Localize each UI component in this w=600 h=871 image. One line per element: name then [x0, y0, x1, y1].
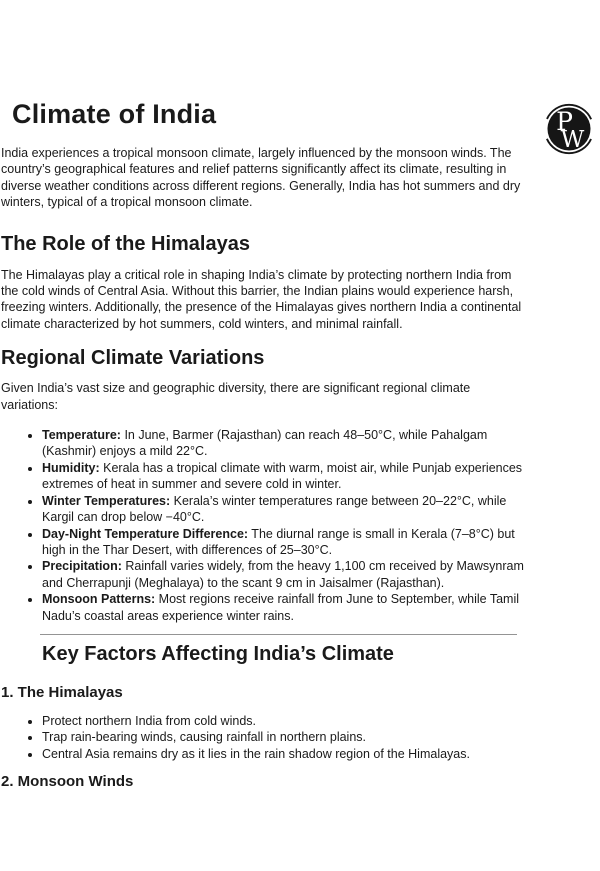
- list-item-precipitation: [42, 558, 524, 591]
- list-item-text: Kerala’s winter temperatures range between 20–22°C, while Kargil can drop below −40°C.: [42, 493, 507, 525]
- list-item-text: Kerala has a tropical climate with warm, moist air, while Punjab experiences extremes of heat in summer and severe cold in winter.: [42, 460, 523, 492]
- pw-logo-icon: [543, 102, 595, 156]
- section-divider: [40, 634, 517, 635]
- list-item-winter-temperatures: [42, 493, 524, 526]
- pw-logo: [543, 102, 595, 156]
- list-item-protect-cold-winds: • Protect northern India from cold winds.: [42, 713, 524, 729]
- list-item-text: The diurnal range is small in Kerala (7–8°C) but high in the Thar Desert, with differences of 25–30°C.: [42, 526, 515, 557]
- list-item-label: Monsoon Patterns:: [42, 592, 156, 607]
- logo-letter-p: P: [556, 107, 573, 136]
- logo-letter-w: W: [560, 127, 585, 153]
- list-item-label: Winter Temperatures:: [42, 493, 171, 508]
- role-of-himalayas-paragraph: The Himalayas play a critical role in shaping India’s climate by protecting northern India from the cold winds of Central Asia. Without this barrier, the Indian plains would experience harsh, freezing winters. Additionally, the presence of the Himalayas gives northern India a continental climate characterized by hot summers, cold winters, and minimal rainfall.: [1, 267, 522, 331]
- heading-role-of-himalayas: The Role of the Himalayas: [1, 232, 250, 255]
- page-title: Climate of India: [12, 99, 217, 129]
- list-item-central-asia-dry: • Central Asia remains dry as it lies in the rain shadow region of the Himalayas.: [42, 746, 524, 762]
- list-item-text: Most regions receive rainfall from June to September, while Tamil Nadu’s coastal areas experience winter rains.: [42, 592, 520, 623]
- list-item-text: In June, Barmer (Rajasthan) can reach 48–50°C, while Pahalgam (Kashmir) enjoys a mild 22°C.: [42, 428, 488, 459]
- regional-variations-list: [0, 427, 524, 624]
- list-item-label: Temperature:: [42, 428, 121, 443]
- himalayas-factors-list: [0, 713, 524, 762]
- heading-regional-climate-variations: Regional Climate Variations: [1, 347, 265, 370]
- subheading-the-himalayas: 1. The Himalayas: [1, 683, 123, 701]
- intro-paragraph: India experiences a tropical monsoon climate, largely influenced by the monsoon winds. The country’s geographical features and relief patterns significantly affect its climate, resulting in diverse weather conditions across different regions. Generally, India has hot summers and dry winters, typical of a tropical monsoon climate.: [1, 146, 521, 210]
- heading-key-factors: Key Factors Affecting India’s Climate: [42, 642, 394, 665]
- list-item-monsoon-patterns: [42, 591, 524, 624]
- list-item-day-night-difference: [42, 526, 524, 559]
- list-item-trap-rain-winds: • Trap rain-bearing winds, causing rainfall in northern plains.: [42, 729, 524, 745]
- list-item-label: Precipitation:: [42, 559, 122, 574]
- document-page: [0, 98, 600, 791]
- list-item-label: Day-Night Temperature Difference:: [42, 526, 249, 541]
- list-item-temperature: [42, 427, 524, 460]
- key-factors-section: [40, 634, 524, 667]
- list-item-label: Humidity:: [42, 460, 100, 475]
- subheading-monsoon-winds: 2. Monsoon Winds: [1, 773, 134, 791]
- list-item-humidity: [42, 460, 524, 493]
- list-item-text: Rainfall varies widely, from the heavy 1,100 cm received by Mawsynram and Cherrapunji (Meghalaya) to the scant 9 cm in Jaisalmer (Rajasthan).: [42, 559, 524, 590]
- regional-variations-lead: Given India’s vast size and geographic diversity, there are significant regional climate variations:: [1, 381, 471, 412]
